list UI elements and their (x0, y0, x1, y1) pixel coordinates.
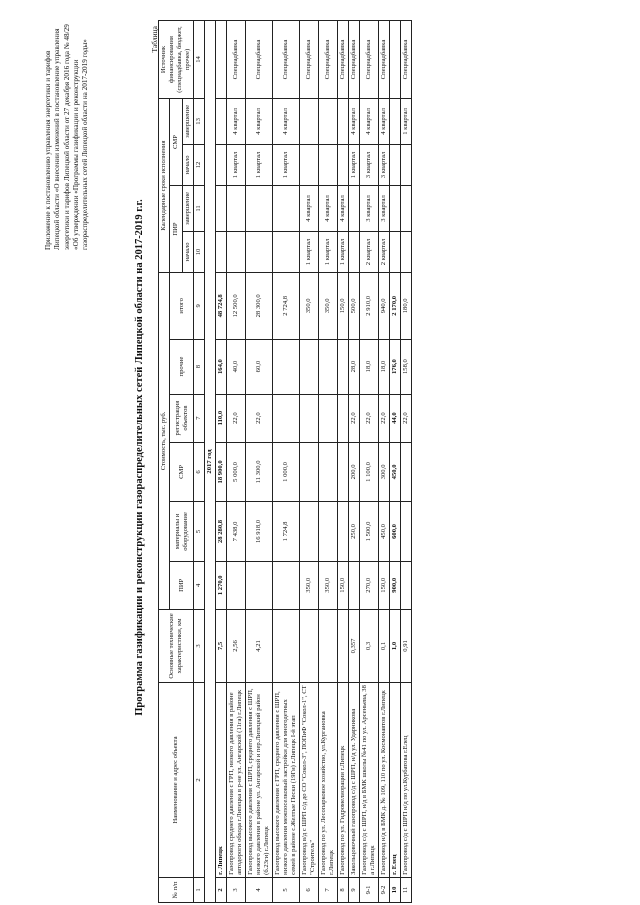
row-pir-start: 2 квартал (379, 231, 390, 272)
row-source: Спецнадбавка (360, 21, 379, 99)
row-chars: 0,1 (379, 609, 390, 682)
appendix-note: Приложение к постановлению управления энергетики и тарифов Липецкой области «О внесении изменений в постановление управления энергетики и тарифов Липецкой области от 27 декабря 2016 года № 48/29 «Об утверждении «Программы газификации и реконструкции газораспределительных сетей Липецкой области на 2017-2019 годы» (44, 24, 90, 250)
row-materials (319, 502, 338, 562)
header-pir-schedule: ПИР (170, 186, 183, 273)
header-smr-schedule: СМР (170, 98, 183, 185)
row-num: 3 (227, 877, 246, 902)
row-smr-end: 4 квартал (246, 98, 273, 144)
row-smr-end (300, 98, 319, 144)
row-pir-end (216, 186, 227, 232)
row-materials: 1 724,8 (273, 502, 300, 562)
header-pir: ПИР (170, 561, 194, 609)
index-cell: 4 (194, 561, 205, 609)
row-smr-end: 4 квартал (379, 98, 390, 144)
row-pir-end (273, 186, 300, 232)
row-smr: 11 300,0 (246, 442, 273, 502)
row-smr-end (390, 98, 401, 144)
table-row (390, 21, 401, 903)
row-num: 9 (349, 877, 360, 902)
row-materials: 600,0 (390, 502, 401, 562)
row-pir (401, 561, 412, 609)
row-registration (319, 394, 338, 442)
table-body (194, 21, 412, 903)
header-registration: регистрация объектов (170, 394, 194, 442)
row-smr (338, 442, 349, 502)
row-pir-start (349, 231, 360, 272)
row-total: 28 300,0 (246, 273, 273, 340)
row-pir: 150,0 (379, 561, 390, 609)
row-pir-start: 1 квартал (300, 231, 319, 272)
row-other (319, 339, 338, 394)
index-row (194, 21, 205, 903)
document-title: Программа газификации и реконструкции газораспределительных сетей Липецкой области на 2017-2019 г.г. (134, 199, 145, 716)
row-chars (338, 609, 349, 682)
row-total: 150,0 (338, 273, 349, 340)
row-other: 176,0 (390, 339, 401, 394)
row-name: Газопровод в/д с ШРП с/д до СО "Сокол-3", ПОПиФ "Сокол-1", СТ "Строитель" (300, 683, 319, 878)
row-total: 48 724,8 (216, 273, 227, 340)
row-chars: 1,0 (390, 609, 401, 682)
row-pir (227, 561, 246, 609)
row-chars: 0,3 (360, 609, 379, 682)
row-name: Газопровод по ул. Гидромелиорации г.Липецк (338, 683, 349, 878)
row-registration: 22,0 (227, 394, 246, 442)
row-num: 11 (401, 877, 412, 902)
header-pir-end: завершение (183, 186, 194, 232)
row-registration (338, 394, 349, 442)
row-other: 28,0 (349, 339, 360, 394)
row-smr: 300,0 (379, 442, 390, 502)
row-smr-start: 3 квартал (379, 144, 390, 185)
row-smr-end: 4 квартал (360, 98, 379, 144)
index-cell: 5 (194, 502, 205, 562)
row-chars (319, 609, 338, 682)
table-row (273, 21, 300, 903)
row-other (338, 339, 349, 394)
table-row (360, 21, 379, 903)
row-pir-start: 2 квартал (360, 231, 379, 272)
row-pir-start: 1 квартал (319, 231, 338, 272)
row-source: Спецнадбавка (349, 21, 360, 99)
row-registration (300, 394, 319, 442)
year-label: 2017 год (205, 21, 216, 903)
row-total: 180,0 (401, 273, 412, 340)
index-cell: 10 (194, 231, 205, 272)
row-materials (338, 502, 349, 562)
row-smr (319, 442, 338, 502)
table-row (216, 21, 227, 903)
row-smr-start (338, 144, 349, 185)
row-smr-start (401, 144, 412, 185)
row-chars: 0,357 (349, 609, 360, 682)
row-source: Спецнадбавка (273, 21, 300, 99)
row-name: Газопровод н/д в БМК д. № 109, 110 по ул. Космонавтов г.Липецк (379, 683, 390, 878)
row-smr-start: 3 квартал (360, 144, 379, 185)
index-cell: 2 (194, 683, 205, 878)
row-registration: 110,0 (216, 394, 227, 442)
header-schedule: Календарные сроки исполнения (159, 98, 170, 272)
row-smr-start: 1 квартал (273, 144, 300, 185)
table-row (246, 21, 273, 903)
row-smr-end (338, 98, 349, 144)
table-row (379, 21, 390, 903)
table-row (338, 21, 349, 903)
row-other (300, 339, 319, 394)
row-pir: 1 270,0 (216, 561, 227, 609)
row-materials (401, 502, 412, 562)
row-smr (300, 442, 319, 502)
row-total: 2 170,0 (390, 273, 401, 340)
header-cost: Стоимость, тыс. руб. (159, 273, 170, 610)
index-cell: 8 (194, 339, 205, 394)
table-label: Таблица (150, 26, 159, 53)
row-materials: 7 438,0 (227, 502, 246, 562)
row-name: Газопровод среднего давления с ГРП, низкого давления в районе автодороги обхода г.Липецка в р-не ул. Ангарской (11га) г.Липецк (227, 683, 246, 878)
row-other (273, 339, 300, 394)
row-smr-start: 1 квартал (246, 144, 273, 185)
row-name: Газопровод с/д с ШРП н/д по ул.Курбатова г.Елец (401, 683, 412, 878)
row-total: 940,0 (379, 273, 390, 340)
row-smr: 450,0 (390, 442, 401, 502)
row-registration: 44,0 (390, 394, 401, 442)
index-cell: 11 (194, 186, 205, 232)
row-source (390, 21, 401, 99)
row-smr-end: 4 квартал (227, 98, 246, 144)
row-materials: 16 918,0 (246, 502, 273, 562)
program-table (158, 20, 412, 903)
row-pir-end (349, 186, 360, 232)
row-materials: 1 500,0 (360, 502, 379, 562)
index-cell: 3 (194, 609, 205, 682)
row-smr: 200,0 (349, 442, 360, 502)
row-pir: 350,0 (319, 561, 338, 609)
row-name: Закольцовочный газопровод с/д с ШРП, н/д ул. Ударникова (349, 683, 360, 878)
header-smr-end: завершение (183, 98, 194, 144)
row-other: 18,0 (360, 339, 379, 394)
index-cell: 1 (194, 877, 205, 902)
row-materials: 28 280,8 (216, 502, 227, 562)
index-cell: 6 (194, 442, 205, 502)
row-other: 60,0 (246, 339, 273, 394)
row-smr-end (216, 98, 227, 144)
row-chars: 0,91 (401, 609, 412, 682)
row-smr-start (390, 144, 401, 185)
row-source: Спецнадбавка (379, 21, 390, 99)
row-source: Спецнадбавка (246, 21, 273, 99)
row-chars: 7,5 (216, 609, 227, 682)
row-pir-end (227, 186, 246, 232)
row-source: Спецнадбавка (319, 21, 338, 99)
row-pir-end (246, 186, 273, 232)
row-pir: 350,0 (300, 561, 319, 609)
row-source: Спецнадбавка (401, 21, 412, 99)
row-pir: 150,0 (338, 561, 349, 609)
row-num: 6 (300, 877, 319, 902)
row-registration: 22,0 (401, 394, 412, 442)
row-other: 18,0 (379, 339, 390, 394)
row-smr (401, 442, 412, 502)
header-chars: Основные технические характеристики, км (159, 609, 194, 682)
row-pir-end: 4 квартал (338, 186, 349, 232)
row-source: Спецнадбавка (338, 21, 349, 99)
row-smr-end: 4 квартал (349, 98, 360, 144)
header-pir-start: начало (183, 231, 194, 272)
row-materials (300, 502, 319, 562)
row-name: Газопровод высокого давления с ГРП, среднего давления с ШРП, низкого давления межпоселковый застройки для многодетных семей в районе с.Желтые Пески (19Ги) г.Липецк I-й этап (273, 683, 300, 878)
row-smr: 1 000,0 (273, 442, 300, 502)
index-cell: 12 (194, 144, 205, 185)
row-name: г. Елец (390, 683, 401, 878)
table-row (300, 21, 319, 903)
row-smr-start: 1 квартал (349, 144, 360, 185)
row-smr: 18 900,0 (216, 442, 227, 502)
row-chars (273, 609, 300, 682)
row-pir: 900,0 (390, 561, 401, 609)
row-smr: 1 100,0 (360, 442, 379, 502)
row-pir-start: 1 квартал (338, 231, 349, 272)
row-total: 350,0 (300, 273, 319, 340)
index-cell: 7 (194, 394, 205, 442)
row-total: 2 910,0 (360, 273, 379, 340)
row-pir-start (273, 231, 300, 272)
row-pir-end (401, 186, 412, 232)
index-cell: 13 (194, 98, 205, 144)
row-num: 4 (246, 877, 273, 902)
row-source (216, 21, 227, 99)
header-total: итого (170, 273, 194, 340)
row-pir (246, 561, 273, 609)
row-smr-end: 4 квартал (273, 98, 300, 144)
row-pir-start (227, 231, 246, 272)
row-registration: 22,0 (349, 394, 360, 442)
header-materials: материалы и оборудование (170, 502, 194, 562)
row-registration (273, 394, 300, 442)
row-materials: 250,0 (349, 502, 360, 562)
row-smr-end (319, 98, 338, 144)
table-row (349, 21, 360, 903)
row-num: 8 (338, 877, 349, 902)
row-name: Газопровод по ул. Лесопарковое хозяйство, ул.Кургановка г.Липецк (319, 683, 338, 878)
row-num: 10 (390, 877, 401, 902)
row-total: 500,0 (349, 273, 360, 340)
header-smr: СМР (170, 442, 194, 502)
row-smr-start: 1 квартал (227, 144, 246, 185)
row-smr-start (300, 144, 319, 185)
index-cell: 9 (194, 273, 205, 340)
row-pir (349, 561, 360, 609)
row-pir (273, 561, 300, 609)
row-source: Спецнадбавка (300, 21, 319, 99)
row-smr-start (216, 144, 227, 185)
row-total: 350,0 (319, 273, 338, 340)
row-pir-start (246, 231, 273, 272)
year-row (205, 21, 216, 903)
row-num: 5 (273, 877, 300, 902)
header-smr-start: начало (183, 144, 194, 185)
row-other: 40,0 (227, 339, 246, 394)
table-row (401, 21, 412, 903)
row-total: 2 724,8 (273, 273, 300, 340)
row-num: 9-1 (360, 877, 379, 902)
row-num: 2 (216, 877, 227, 902)
row-chars: 4,21 (246, 609, 273, 682)
header-name: Наименование и адрес объекта (159, 683, 194, 878)
header-other: прочие (170, 339, 194, 394)
row-registration: 22,0 (379, 394, 390, 442)
row-pir-end: 4 квартал (300, 186, 319, 232)
row-name: Газопровод высокого давления с ШРП, среднего давления с ШРП, низкого давления в районе ул. Ангарской и пер.Липецкий район (б.23ги) г.Липецк (246, 683, 273, 878)
table-row (319, 21, 338, 903)
row-pir-end: 4 квартал (319, 186, 338, 232)
row-pir-start (401, 231, 412, 272)
header-num: № п/п (159, 877, 194, 902)
row-other: 158,0 (401, 339, 412, 394)
row-name: г. Липецк (216, 683, 227, 878)
row-pir-end: 3 квартал (360, 186, 379, 232)
row-num: 7 (319, 877, 338, 902)
row-chars (300, 609, 319, 682)
program-table-wrapper (158, 20, 412, 903)
row-pir-end (390, 186, 401, 232)
header-source: Источник финансирования (спецнадбавка, бюджет, прочее) (159, 21, 194, 99)
row-pir-end: 3 квартал (379, 186, 390, 232)
row-smr: 5 000,0 (227, 442, 246, 502)
row-total: 12 500,0 (227, 273, 246, 340)
row-materials: 450,0 (379, 502, 390, 562)
row-registration: 22,0 (360, 394, 379, 442)
row-smr-start (319, 144, 338, 185)
row-name: Газопровод с/д с ШРП, н/д в БМК школы №41 по ул. Арсеньева, 38 а г.Липецк (360, 683, 379, 878)
table-row (227, 21, 246, 903)
row-other: 164,0 (216, 339, 227, 394)
row-registration: 22,0 (246, 394, 273, 442)
row-pir-start (216, 231, 227, 272)
row-pir-start (390, 231, 401, 272)
index-cell: 14 (194, 21, 205, 99)
row-num: 9-2 (379, 877, 390, 902)
row-pir: 270,0 (360, 561, 379, 609)
row-source: Спецнадбавка (227, 21, 246, 99)
row-chars: 2,56 (227, 609, 246, 682)
row-smr-end: 1 квартал (401, 98, 412, 144)
